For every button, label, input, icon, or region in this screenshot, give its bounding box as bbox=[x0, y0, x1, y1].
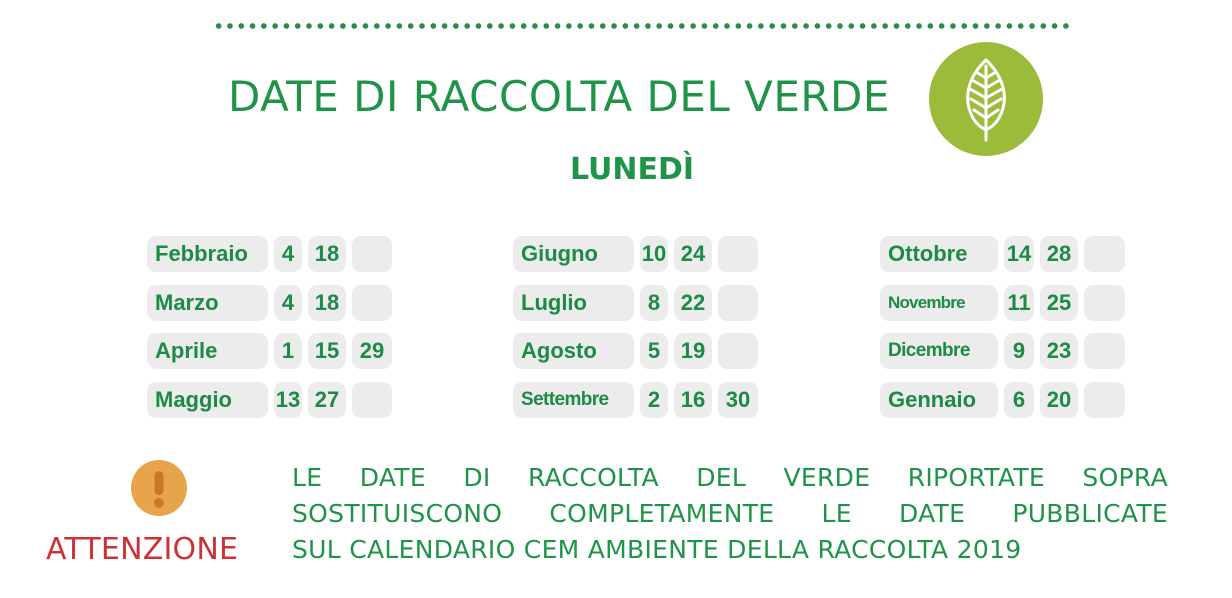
notice-line: SOSTITUISCONO COMPLETAMENTE LE DATE PUBBLICATE bbox=[292, 499, 1168, 528]
page-title: DATE DI RACCOLTA DEL VERDE bbox=[228, 72, 890, 121]
date-cell: 20 bbox=[1040, 382, 1078, 418]
date-cell: 28 bbox=[1040, 236, 1078, 272]
month-name: Ottobre bbox=[880, 236, 998, 272]
leaf-icon bbox=[929, 42, 1043, 156]
date-cell: 9 bbox=[1004, 333, 1034, 369]
date-cell: 23 bbox=[1040, 333, 1078, 369]
date-cell: 22 bbox=[674, 285, 712, 321]
month-name: Febbraio bbox=[147, 236, 268, 272]
date-cell: 29 bbox=[352, 333, 392, 369]
exclamation-icon bbox=[131, 460, 187, 516]
date-cell: 8 bbox=[640, 285, 668, 321]
date-cell bbox=[1084, 333, 1125, 369]
month-name: Dicembre bbox=[880, 333, 998, 369]
date-cell: 18 bbox=[308, 236, 346, 272]
date-cell: 25 bbox=[1040, 285, 1078, 321]
date-cell bbox=[718, 333, 758, 369]
month-name: Agosto bbox=[513, 333, 634, 369]
date-cell: 11 bbox=[1004, 285, 1034, 321]
date-cell bbox=[352, 382, 392, 418]
date-cell: 27 bbox=[308, 382, 346, 418]
month-name: Luglio bbox=[513, 285, 634, 321]
date-cell: 19 bbox=[674, 333, 712, 369]
date-cell bbox=[1084, 285, 1125, 321]
date-cell bbox=[718, 285, 758, 321]
date-cell: 4 bbox=[274, 285, 302, 321]
date-cell: 5 bbox=[640, 333, 668, 369]
date-cell: 6 bbox=[1004, 382, 1034, 418]
date-cell: 16 bbox=[674, 382, 712, 418]
notice-text bbox=[292, 460, 1168, 568]
dotted-divider bbox=[213, 22, 1073, 30]
date-cell: 30 bbox=[718, 382, 758, 418]
date-cell: 4 bbox=[274, 236, 302, 272]
month-name: Settembre bbox=[513, 382, 634, 418]
date-cell: 24 bbox=[674, 236, 712, 272]
date-cell: 13 bbox=[274, 382, 302, 418]
date-cell: 1 bbox=[274, 333, 302, 369]
date-cell: 18 bbox=[308, 285, 346, 321]
month-name: Gennaio bbox=[880, 382, 998, 418]
weekday-label: LUNEDÌ bbox=[570, 152, 695, 187]
date-cell: 15 bbox=[308, 333, 346, 369]
month-name: Aprile bbox=[147, 333, 268, 369]
month-name: Giugno bbox=[513, 236, 634, 272]
leaf-badge bbox=[929, 42, 1043, 156]
date-cell bbox=[352, 285, 392, 321]
month-name: Maggio bbox=[147, 382, 268, 418]
warning-label: ATTENZIONE bbox=[46, 532, 239, 567]
month-name: Marzo bbox=[147, 285, 268, 321]
date-cell: 14 bbox=[1004, 236, 1034, 272]
date-cell bbox=[1084, 236, 1125, 272]
date-cell bbox=[718, 236, 758, 272]
month-name: Novembre bbox=[880, 285, 998, 321]
notice-line: LE DATE DI RACCOLTA DEL VERDE RIPORTATE SOPRA bbox=[292, 463, 1168, 492]
date-cell bbox=[352, 236, 392, 272]
warning-badge bbox=[131, 460, 187, 516]
date-cell bbox=[1084, 382, 1125, 418]
notice-line: SUL CALENDARIO CEM AMBIENTE DELLA RACCOLTA 2019 bbox=[292, 535, 1022, 564]
date-cell: 10 bbox=[640, 236, 668, 272]
date-cell: 2 bbox=[640, 382, 668, 418]
